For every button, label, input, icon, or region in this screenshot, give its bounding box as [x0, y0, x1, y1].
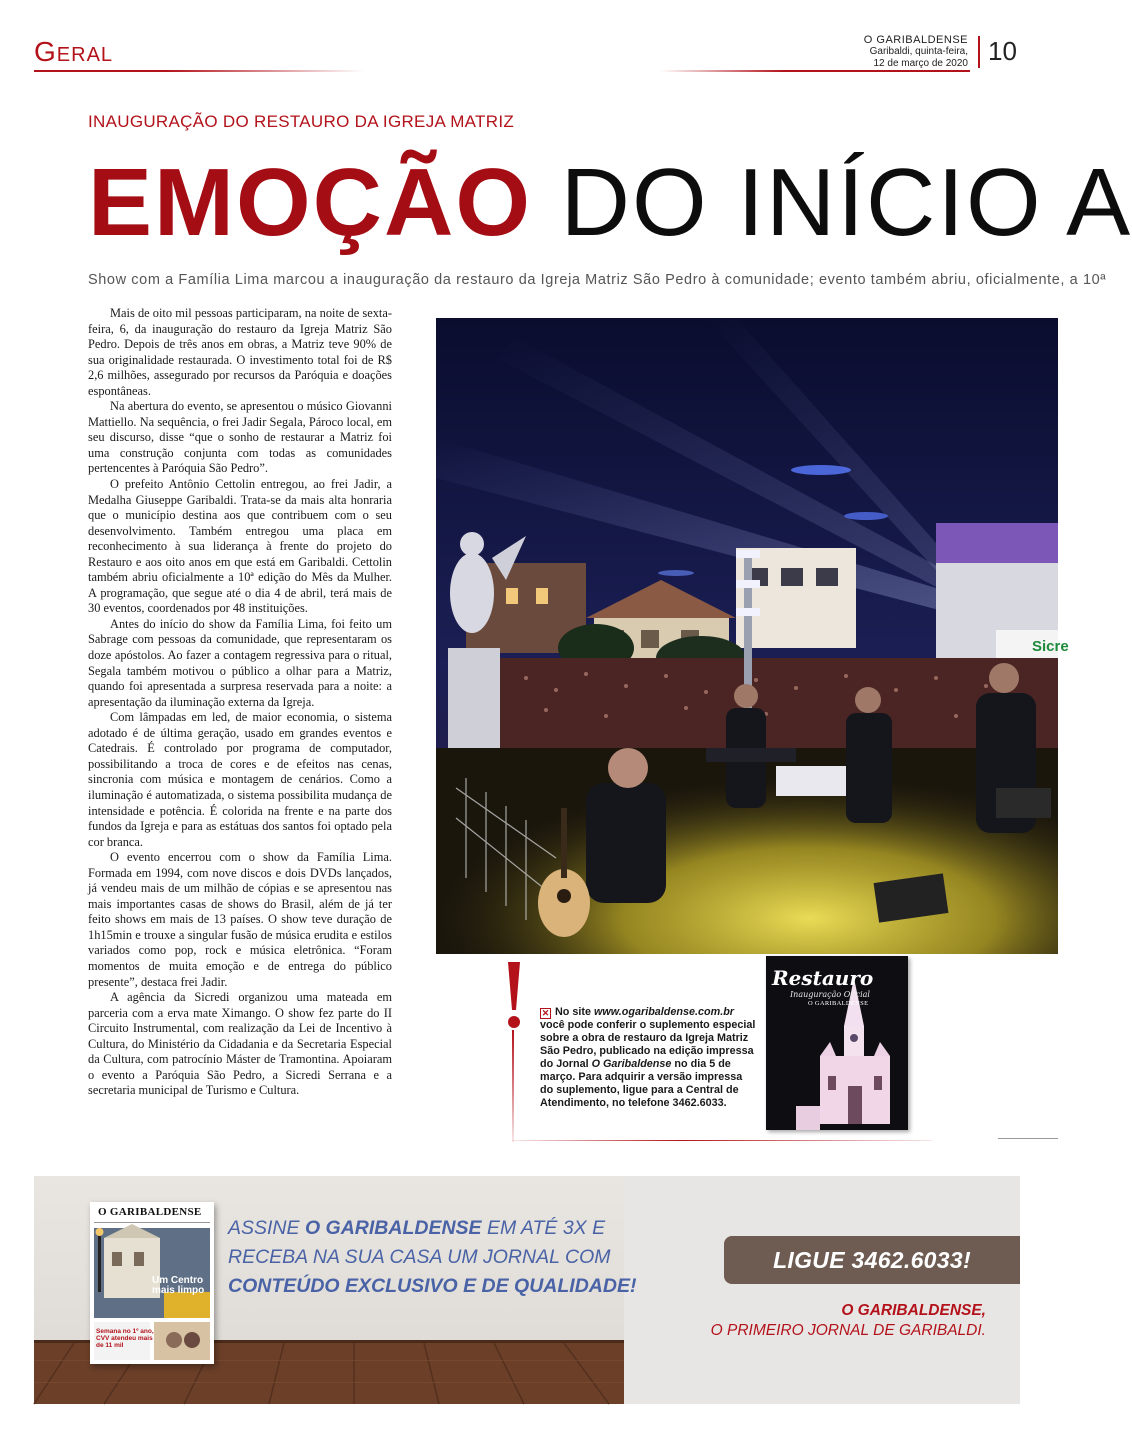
section-rule-right: [660, 70, 970, 72]
article-body: [88, 306, 392, 1099]
masthead-dateline-1: Garibaldi, quinta-feira,: [869, 46, 968, 57]
body-paragraph: O evento encerrou com o show da Família Lima. Formada em 1994, com nove discos e dois DVDs lançados, já vendeu mais de um milhão de cópias e se apresentou nas mais importantes casas de shows do Brasil, além de já ter feito shows em mais de 13 países. O show teve duração de 1h15min e trouxe a singular fusão de música erudita e estilos variados como pop, rock e música eletrônica. “Foram momentos de muita emoção e de entrega do público presente”, destaca frei Jadir.: [88, 850, 392, 989]
headline-black-words: DO INÍCIO A: [560, 149, 1132, 256]
body-paragraph: Na abertura do evento, se apresentou o músico Giovanni Mattiello. Na sequência, o frei Jadir Segala, Pároco local, em seu discurso, disse “que o sonho de restaurar a Matriz foi uma construção conjunta com todas as comunidades pertencentes à Paróquia São Pedro”.: [88, 399, 392, 476]
newspaper-thumbnail-headline: Um Centro mais limpo: [152, 1275, 205, 1296]
info-box-paper-name: O Garibaldense: [591, 1058, 672, 1070]
headline-red-word: EMOÇÃO: [88, 149, 532, 256]
section-label: Geral: [34, 36, 114, 67]
ad-copy-line-1a: ASSINE: [228, 1217, 305, 1239]
checkbox-x-icon: ✕: [541, 1008, 550, 1018]
ad-copy-line-1: [228, 1214, 636, 1243]
section-rule-left: [34, 70, 364, 72]
body-paragraph: Antes do início do show da Família Lima, foi feito um Sabrage com pessoas da comunidade, que representaram os doze apóstolos. Ao fazer a contagem regressiva para o ritual, Segala também motivou o público a olhar para a Matriz, quando foi apresentada a surpresa reservada para a noite: a apresentação da iluminação externa da Igreja.: [88, 616, 392, 709]
photo-caption-rule: [998, 1138, 1058, 1139]
ad-copy: [228, 1214, 636, 1301]
info-box-text-2: no dia 5 de março. Para adquirir a versão impressa do suplemento, ligue para a Central de Atendimento, no telefone 3462.6033.: [540, 1058, 743, 1109]
page-number-divider: [978, 36, 980, 68]
supplement-cover-title: Restauro: [772, 966, 874, 990]
page-number: 10: [988, 36, 1017, 66]
masthead: [864, 34, 968, 70]
info-box-site-link[interactable]: www.ogaribaldense.com.br: [594, 1006, 734, 1018]
body-paragraph: Mais de oito mil pessoas participaram, na noite de sexta-feira, 6, da inauguração do restauro da Igreja Matriz São Pedro. Depois de três anos em obras, a Matriz teve 90% de sua originalidade restaurada. O investimento total foi de R$ 2,6 milhões, assegurado por recursos da Paróquia e doações espontâneas.: [88, 306, 392, 398]
body-paragraph: O prefeito Antônio Cettolin entregou, ao frei Jadir, a Medalha Giuseppe Garibaldi. Trata-se da mais alta honraria que o município destina aos que contribuem com o seu desenvolvimento. Também entregou uma placa em reconhecimento à sua liderança à frente do projeto do Restauro e aos oito anos em que está em Garibaldi. Cettolin também abriu oficialmente a 10ª edição do Mês da Mulher. A programação, que segue até o dia 4 de abril, terá mais de 30 eventos, coordenados por 48 instituições.: [88, 477, 392, 616]
ad-copy-line-3-bold: CONTEÚDO EXCLUSIVO E DE QUALIDADE!: [228, 1275, 637, 1297]
article-kicker: INAUGURAÇÃO DO RESTAURO DA IGREJA MATRIZ: [88, 112, 515, 131]
newspaper-thumbnail-name: O GARIBALDENSE: [98, 1206, 202, 1218]
supplement-cover-subtitle: Inauguração Oficial: [790, 990, 870, 999]
call-phone-button[interactable]: LIGUE 3462.6033!: [724, 1236, 1020, 1284]
info-box-rule-vertical: [512, 1030, 514, 1142]
ad-tagline-2: O PRIMEIRO JORNAL DE GARIBALDI.: [710, 1322, 986, 1339]
info-box-text-1: você pode conferir o suplemento especial sobre a obra de restauro da Igreja Matriz São Pedro, publicado na edição impressa do Jornal: [540, 1019, 756, 1070]
newspaper-thumbnail-teaser: Semana no 1º ano, CVV atendeu mais de 11 mil: [96, 1328, 154, 1349]
newspaper-thumbnail[interactable]: [90, 1202, 214, 1364]
ad-copy-line-1c: EM ATÉ 3X E: [481, 1217, 606, 1239]
concert-photo: [436, 318, 1069, 954]
article-subhead: Show com a Família Lima marcou a inauguração da restauro da Igreja Matriz São Pedro à comunidade; evento também abriu, oficialmente, a 10ª: [88, 272, 1107, 288]
supplement-cover-brand: O GARIBALDENSE: [808, 1000, 869, 1007]
ad-right-panel: [624, 1176, 1020, 1404]
body-paragraph: Com lâmpadas em led, de maior economia, o sistema adotado é de última geração, usado em grandes eventos e Catedrais. É controlado por programa de computador, possibilitando a troca de cores e de efeitos nas cenas, sincronia com música e montagem de cenários. Como a iluminação é automatizada, o sistema possibilita mudança de intensidade e potência. É colorida na frente e na parte dos fundos da Igreja e para as estátuas dos santos foi optado pela cor branca.: [88, 710, 392, 849]
masthead-dateline-2: 12 de março de 2020: [873, 58, 968, 69]
info-box-lead: No site: [555, 1006, 594, 1018]
storefront-sign: Sicre: [1032, 638, 1069, 655]
ad-copy-line-1b: O GARIBALDENSE: [304, 1217, 482, 1239]
ad-copy-line-2: RECEBA NA SUA CASA UM JORNAL COM: [228, 1246, 611, 1268]
info-box-rule-horizontal: [512, 1140, 932, 1141]
article-headline: [88, 148, 1132, 258]
body-paragraph: A agência da Sicredi organizou uma mateada em parceria com a erva mate Ximango. O show fez parte do II Circuito Instrumental, com realização da Lei de Incentivo à Cultura, do Ministério da Cidadania e da Secretaria Especial da Cultura, com patrocínio Máster de Tramontina. Apoiaram o evento a Paróquia São Pedro, a Sicredi Serrana e a secretaria municipal de Turismo e Cultura.: [88, 990, 392, 1098]
exclamation-icon: [505, 962, 523, 1032]
ad-copy-line-3: [228, 1272, 636, 1301]
ad-tagline-1: O GARIBALDENSE,: [841, 1302, 986, 1319]
supplement-cover: [766, 956, 908, 1130]
concert-photo-illustration: [436, 318, 1069, 954]
info-box-text: [540, 1006, 758, 1110]
masthead-newspaper-name: O GARIBALDENSE: [863, 34, 968, 46]
